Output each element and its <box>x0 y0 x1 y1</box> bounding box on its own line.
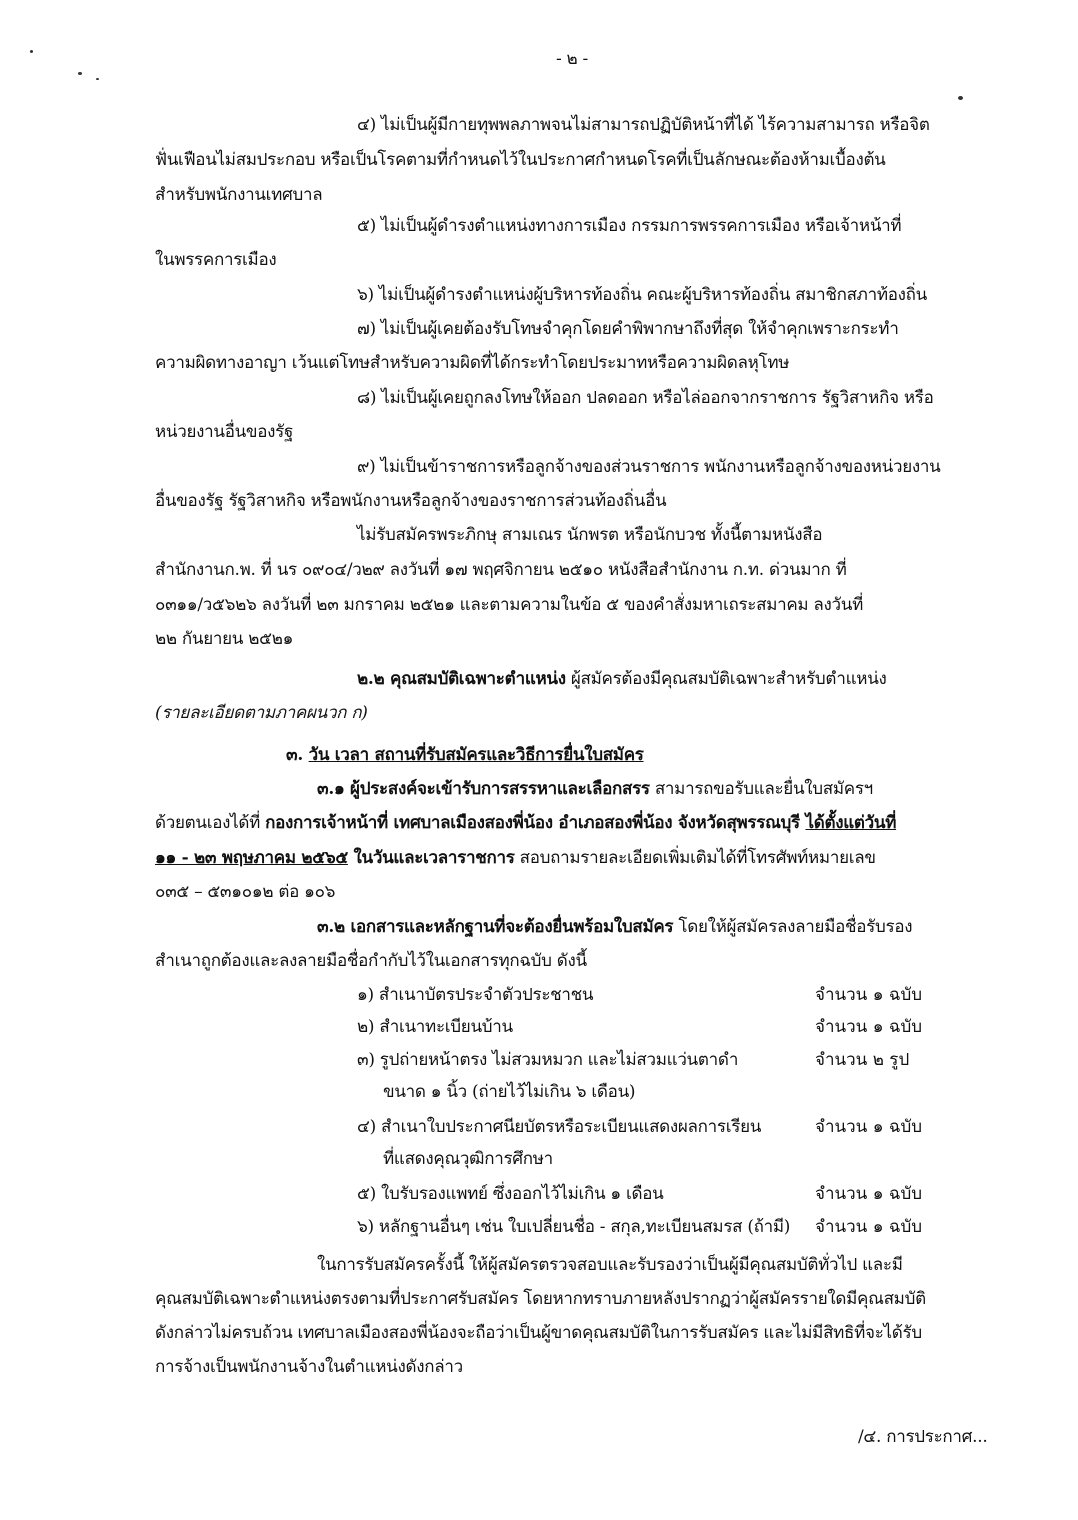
item-9-line-2: อื่นของรัฐ รัฐวิสาหกิจ หรือพนักงานหรือลูกจ้างของราชการส่วนท้องถิ่นอื่น <box>155 491 667 511</box>
monk-line-2: สำนักงานก.พ. ที่ นร ๐๙๐๔/ว๒๙ ลงวันที่ ๑๗ พฤศจิกายน ๒๕๑๐ หนังสือสำนักงาน ก.ท. ด่วนมาก ที่ <box>155 560 847 580</box>
doc-item-5: ๕) ใบรับรองแพทย์ ซึ่งออกไว้ไม่เกิน ๑ เดือน <box>357 1184 664 1204</box>
item-5-line-1: ๕) ไม่เป็นผู้ดำรงตำแหน่งทางการเมือง กรรมการพรรคการเมือง หรือเจ้าหน้าที่ <box>357 216 902 236</box>
doc-item-5-qty: จำนวน ๑ ฉบับ <box>815 1184 923 1204</box>
item-8-line-2: หน่วยงานอื่นของรัฐ <box>155 422 294 442</box>
item-7-line-2: ความผิดทางอาญา เว้นแต่โทษสำหรับความผิดที่ได้กระทำโดยประมาทหรือความผิดลหุโทษ <box>155 353 790 373</box>
doc-item-3-line-2: ขนาด ๑ นิ้ว (ถ่ายไว้ไม่เกิน ๖ เดือน) <box>383 1082 636 1102</box>
doc-item-1: ๑) สำเนาบัตรประจำตัวประชาชน <box>357 985 594 1005</box>
section-3-1-text-2: ด้วยตนเองได้ที่ <box>155 813 266 833</box>
section-3-1-hours: ในวันและเวลาราชการ <box>347 848 515 868</box>
monk-line-4: ๒๒ กันยายน ๒๕๒๑ <box>155 629 294 649</box>
page-number: - ๒ - <box>556 49 589 69</box>
doc-item-3-qty: จำนวน ๒ รูป <box>815 1050 910 1070</box>
section-3-2-line-1 <box>317 912 912 942</box>
section-3-2-text-1: โดยให้ผู้สมัครลงลายมือชื่อรับรอง <box>673 917 913 937</box>
section-3-1-line-1 <box>317 774 873 804</box>
section-3-2-line-2: สำเนาถูกต้องและลงลายมือชื่อกำกับไว้ในเอกสารทุกฉบับ ดังนี้ <box>155 951 587 971</box>
section-3-1-date-range: ๑๑ - ๒๓ พฤษภาคม ๒๕๖๕ <box>155 848 348 868</box>
scan-speck <box>78 72 82 75</box>
monk-line-1: ไม่รับสมัครพระภิกษุ สามเณร นักพรต หรือนักบวช ทั้งนี้ตามหนังสือ <box>357 525 823 545</box>
scan-speck <box>30 50 33 53</box>
section-2-2-note: (รายละเอียดตามภาคผนวก ก) <box>155 703 368 723</box>
doc-item-2: ๒) สำเนาทะเบียนบ้าน <box>357 1017 513 1037</box>
scan-speck <box>96 78 99 80</box>
closing-line-4: การจ้างเป็นพนักงานจ้างในตำแหน่งดังกล่าว <box>155 1357 463 1377</box>
section-3-1-text-3: สอบถามรายละเอียดเพิ่มเติมได้ที่โทรศัพท์หมายเลข <box>514 848 876 868</box>
doc-item-1-qty: จำนวน ๑ ฉบับ <box>815 985 923 1005</box>
section-2-2-text: ผู้สมัครต้องมีคุณสมบัติเฉพาะสำหรับตำแหน่ง <box>570 669 887 689</box>
item-9-line-1: ๙) ไม่เป็นข้าราชการหรือลูกจ้างของส่วนราชการ พนักงานหรือลูกจ้างของหน่วยงาน <box>357 457 941 477</box>
monk-line-3: ๐๓๑๑/ว๕๖๒๖ ลงวันที่ ๒๓ มกราคม ๒๕๒๑ และตามความในข้อ ๕ ของคำสั่งมหาเถระสมาคม ลงวันที่ <box>155 595 864 615</box>
item-5-line-2: ในพรรคการเมือง <box>155 250 277 270</box>
closing-line-3: ดังกล่าวไม่ครบถ้วน เทศบาลเมืองสองพี่น้องจะถือว่าเป็นผู้ขาดคุณสมบัติในการรับสมัคร และไม่มีสิทธิที่จะได้รับ <box>155 1323 922 1343</box>
closing-line-2: คุณสมบัติเฉพาะตำแหน่งตรงตามที่ประกาศรับสมัคร โดยหากทราบภายหลังปรากฏว่าผู้สมัครรายใดมีคุณสมบัติ <box>155 1289 926 1309</box>
doc-item-4-line-2: ที่แสดงคุณวุฒิการศึกษา <box>383 1149 553 1169</box>
section-3-number: ๓. <box>286 745 303 765</box>
section-3-1-text-1: สามารถขอรับและยื่นใบสมัครฯ <box>649 779 873 799</box>
item-4-line-1: ๔) ไม่เป็นผู้มีกายทุพพลภาพจนไม่สามารถปฏิบัติหน้าที่ได้ ไร้ความสามารถ หรือจิต <box>357 115 930 135</box>
section-3-1-line-3 <box>155 843 876 873</box>
item-4-line-2: ฟั่นเฟือนไม่สมประกอบ หรือเป็นโรคตามที่กำหนดไว้ในประกาศกำหนดโรคที่เป็นลักษณะต้องห้ามเบื้องต้น <box>155 150 886 170</box>
section-2-2-title: ๒.๒ คุณสมบัติเฉพาะตำแหน่ง <box>357 669 566 689</box>
item-8-line-1: ๘) ไม่เป็นผู้เคยถูกลงโทษให้ออก ปลดออก หรือไล่ออกจากราชการ รัฐวิสาหกิจ หรือ <box>357 388 934 408</box>
section-3-heading <box>286 740 644 770</box>
item-6-line-1: ๖) ไม่เป็นผู้ดำรงตำแหน่งผู้บริหารท้องถิ่น คณะผู้บริหารท้องถิ่น สมาชิกสภาท้องถิ่น <box>357 285 927 305</box>
section-3-1-title: ๓.๑ ผู้ประสงค์จะเข้ารับการสรรหาและเลือกสรร <box>317 779 650 799</box>
section-3-1-date-intro: ได้ตั้งแต่วันที่ <box>805 813 897 833</box>
section-3-2-title: ๓.๒ เอกสารและหลักฐานที่จะต้องยื่นพร้อมใบสมัคร <box>317 917 674 937</box>
doc-item-4-qty: จำนวน ๑ ฉบับ <box>815 1117 923 1137</box>
section-2-2 <box>357 664 887 694</box>
next-page-reference: /๔. การประกาศ... <box>858 1427 988 1447</box>
section-3-1-office: กองการเจ้าหน้าที่ เทศบาลเมืองสองพี่น้อง อำเภอสองพี่น้อง จังหวัดสุพรรณบุรี <box>265 813 806 833</box>
section-3-1-phone: ๐๓๕ – ๕๓๑๐๑๒ ต่อ ๑๐๖ <box>155 882 336 902</box>
closing-line-1: ในการรับสมัครครั้งนี้ ให้ผู้สมัครตรวจสอบและรับรองว่าเป็นผู้มีคุณสมบัติทั่วไป และมี <box>317 1255 903 1275</box>
scan-speck <box>958 96 963 100</box>
doc-item-6: ๖) หลักฐานอื่นๆ เช่น ใบเปลี่ยนชื่อ - สกุล,ทะเบียนสมรส (ถ้ามี) <box>357 1217 791 1237</box>
doc-item-6-qty: จำนวน ๑ ฉบับ <box>815 1217 923 1237</box>
item-4-line-3: สำหรับพนักงานเทศบาล <box>155 185 323 205</box>
section-3-1-line-2 <box>155 808 896 838</box>
item-7-line-1: ๗) ไม่เป็นผู้เคยต้องรับโทษจำคุกโดยคำพิพากษาถึงที่สุด ให้จำคุกเพราะกระทำ <box>357 319 899 339</box>
section-3-title: วัน เวลา สถานที่รับสมัครและวิธีการยื่นใบสมัคร <box>308 745 644 765</box>
doc-item-2-qty: จำนวน ๑ ฉบับ <box>815 1017 923 1037</box>
doc-item-3: ๓) รูปถ่ายหน้าตรง ไม่สวมหมวก และไม่สวมแว่นตาดำ <box>357 1050 739 1070</box>
doc-item-4: ๔) สำเนาใบประกาศนียบัตรหรือระเบียนแสดงผลการเรียน <box>357 1117 762 1137</box>
